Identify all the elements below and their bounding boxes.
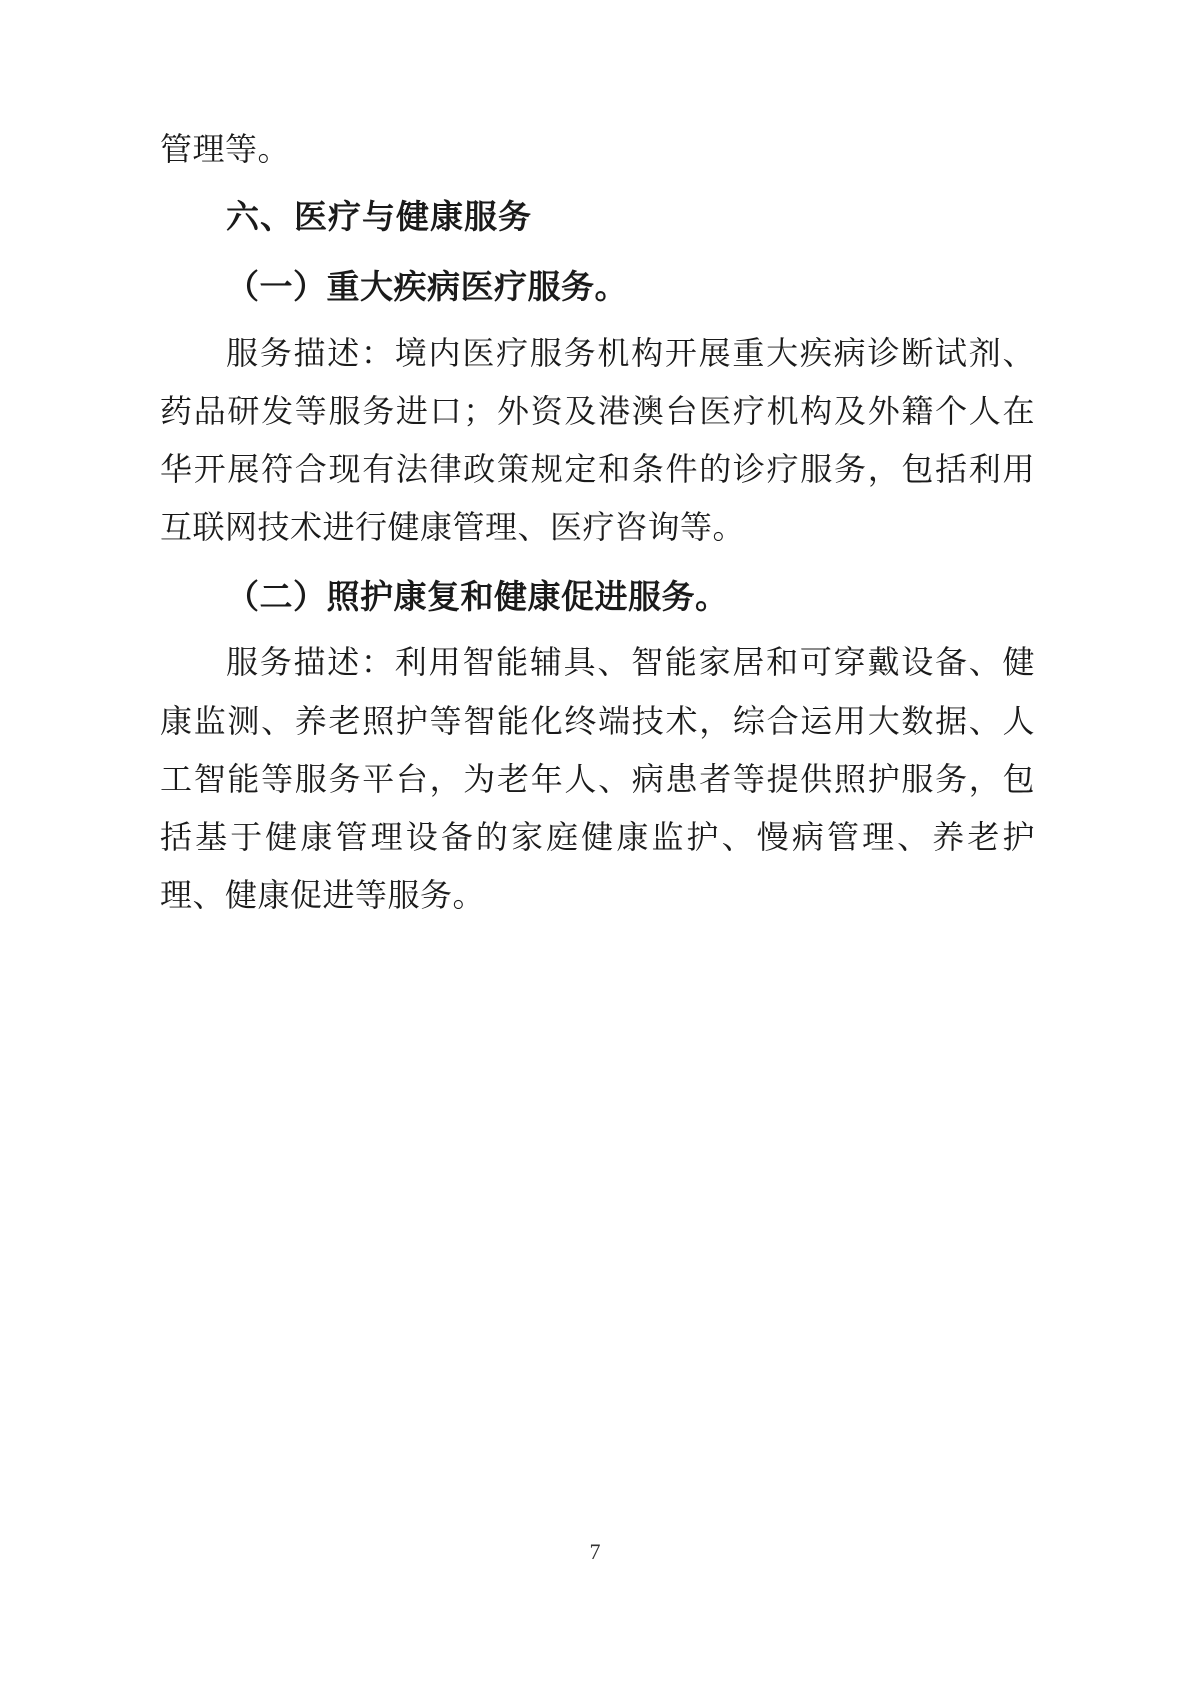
section-heading-medical-health-services: 六、医疗与健康服务 (226, 197, 532, 237)
paragraph-major-disease-description: 服务描述：境内医疗服务机构开展重大疾病诊断试剂、药品研发等服务进口；外资及港澳台医疗机构及外籍个人在华开展符合现有法律政策规定和条件的诊疗服务，包括利用互联网技术进行健康管理、医疗咨询等。 (160, 333, 1035, 547)
subsection-heading-care-rehabilitation-health-promotion: （二）照护康复和健康促进服务。 (226, 579, 729, 616)
paragraph-care-rehabilitation-description: 服务描述：利用智能辅具、智能家居和可穿戴设备、健康监测、养老照护等智能化终端技术，综合运用大数据、人工智能等服务平台，为老年人、病患者等提供照护服务，包括基于健康管理设备的家庭健康监护、慢病管理、养老护理、健康促进等服务。 (160, 643, 1035, 915)
paragraph-continuation: 管理等。 (160, 130, 291, 168)
page-number: 7 (589, 1539, 601, 1564)
document-content (160, 120, 1035, 925)
subsection-heading-major-disease-medical-services: （一）重大疾病医疗服务。 (226, 269, 628, 306)
